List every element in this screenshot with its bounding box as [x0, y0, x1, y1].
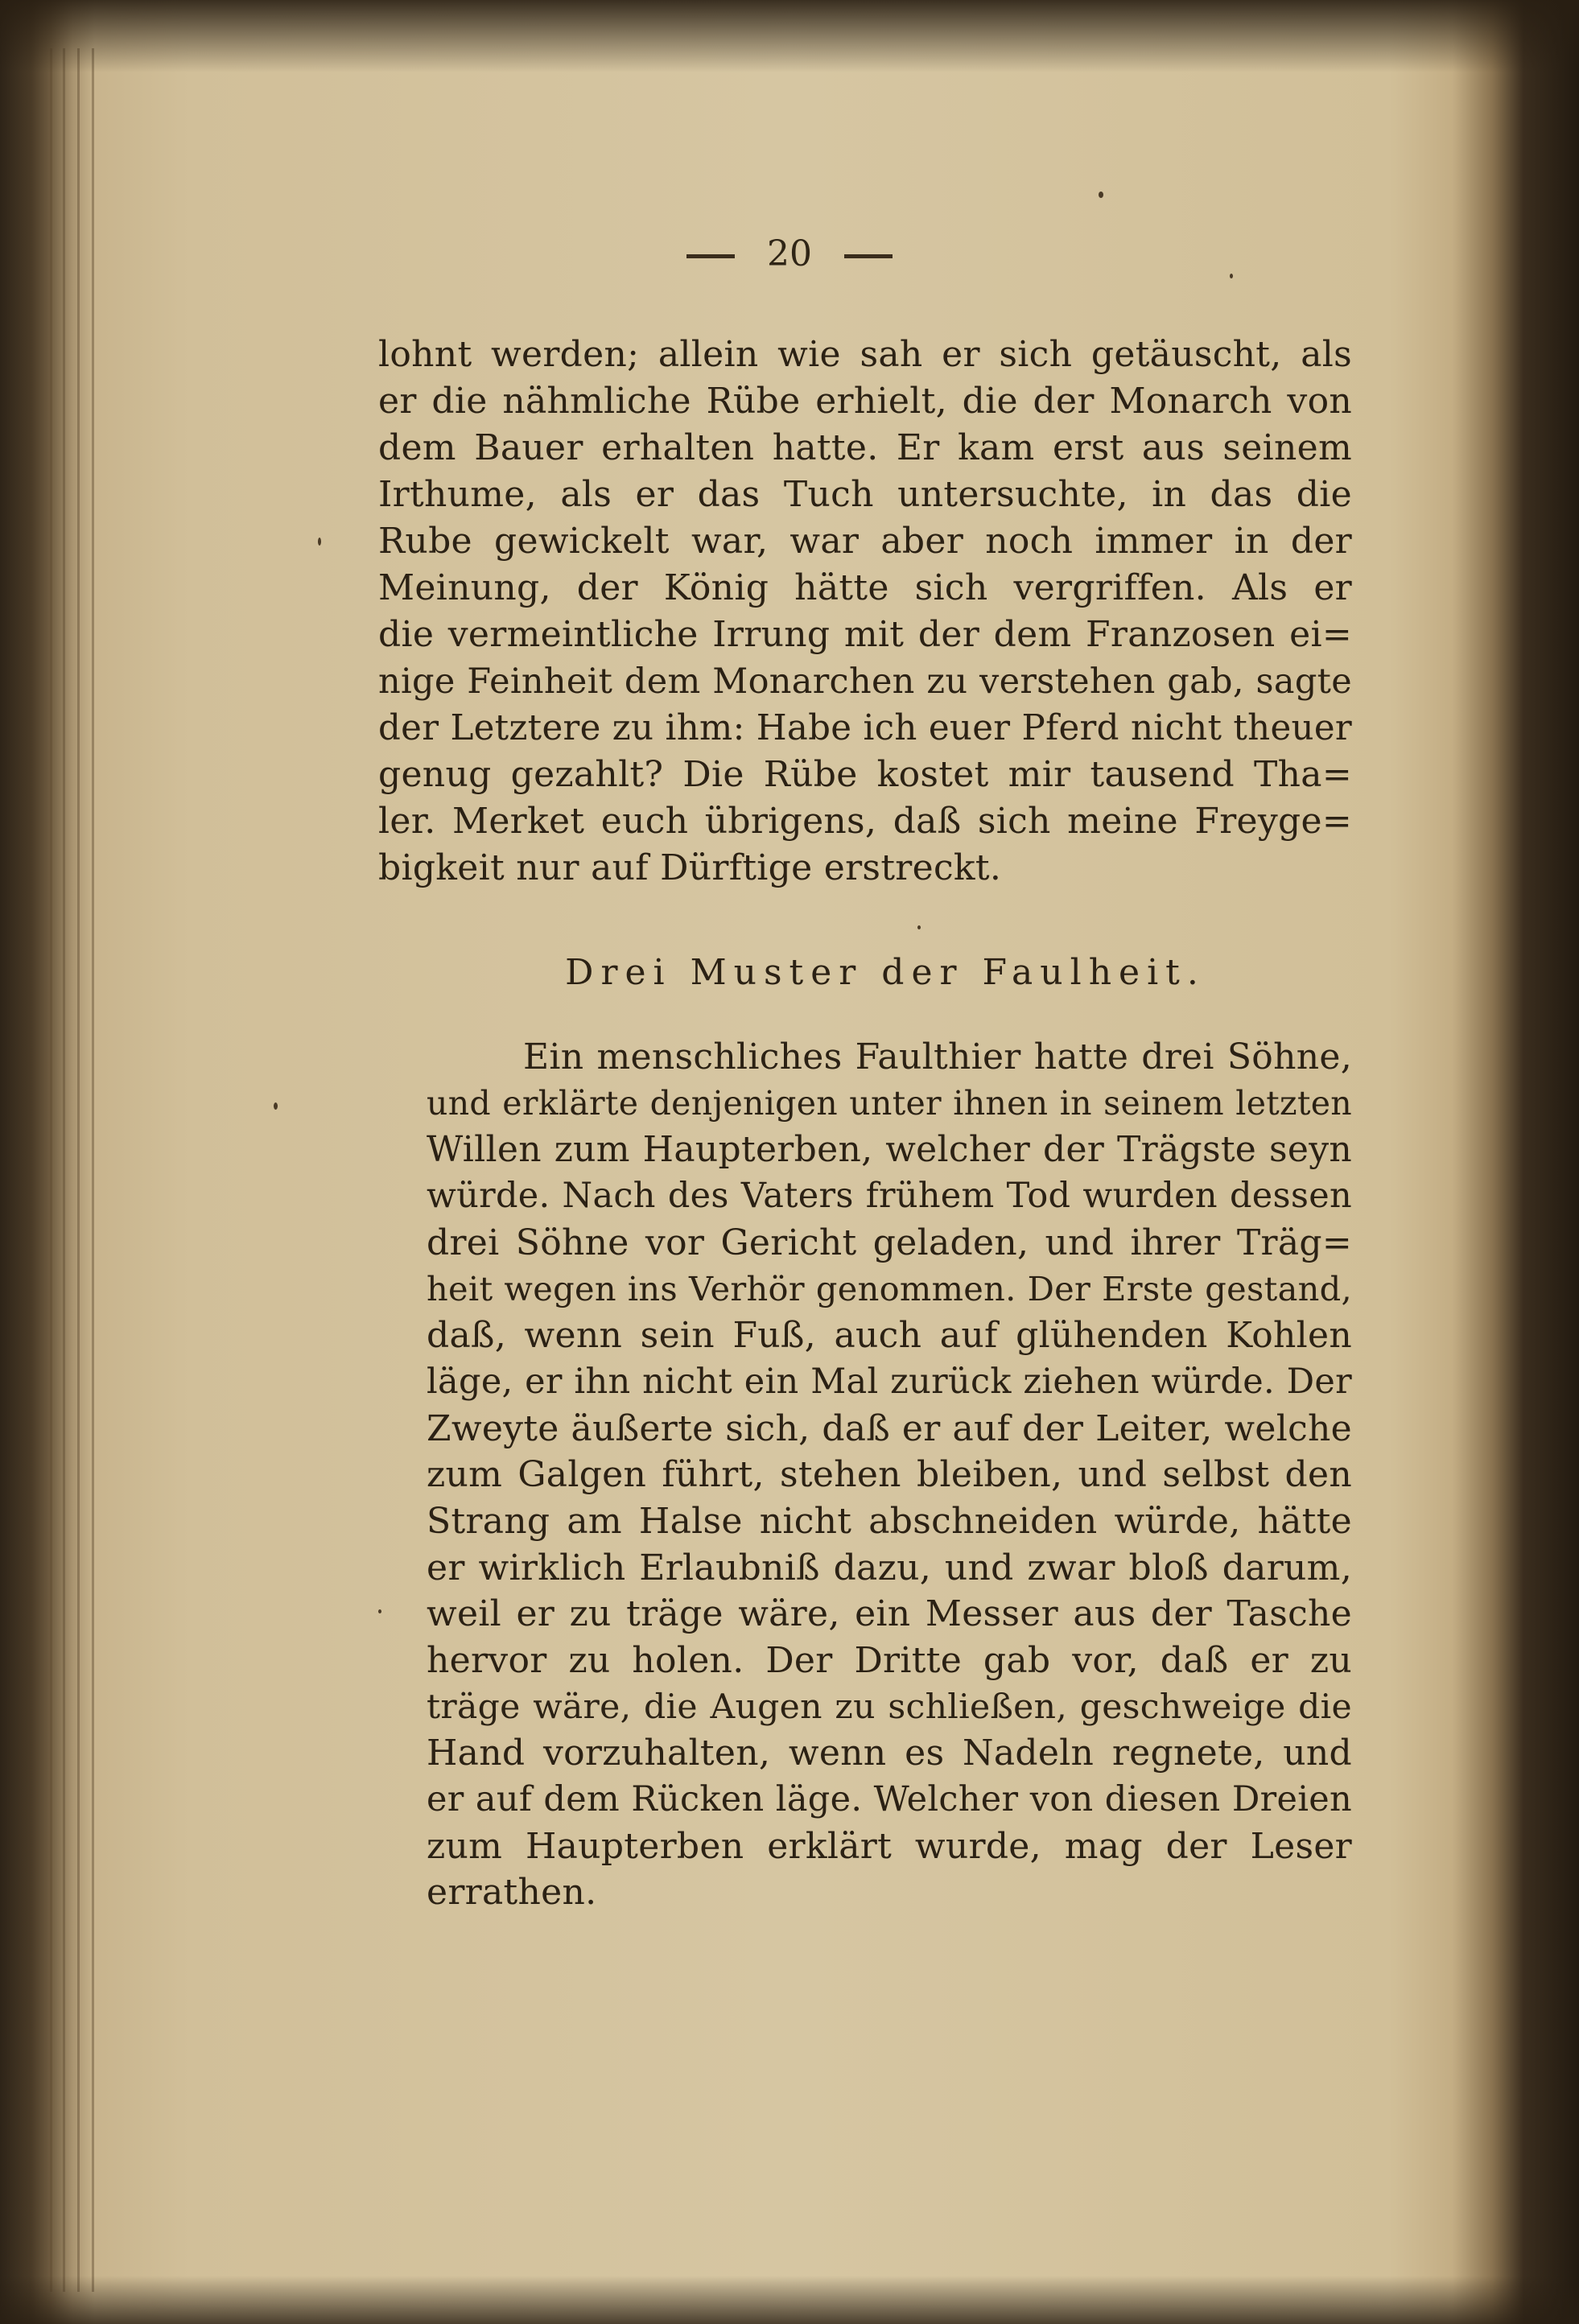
text-line: daß, wenn sein Fuß, auch auf glühenden Kohlen — [427, 1315, 1352, 1357]
bottom-shadow — [0, 2276, 1579, 2324]
text-line: errathen. — [427, 1872, 597, 1914]
text-line: Willen zum Haupterben, welcher der Trägste seyn — [427, 1129, 1352, 1171]
text-line: heit wegen ins Verhör genommen. Der Erste gestand, — [427, 1269, 1352, 1309]
text-line: bigkeit nur auf Dürftige erstreckt. — [378, 847, 1002, 888]
text-line: genug gezahlt? Die Rübe kostet mir tausend Tha= — [378, 754, 1352, 795]
text-line: und erklärte denjenigen unter ihnen in seinem letzten — [427, 1083, 1352, 1123]
paper-speck — [378, 1609, 381, 1613]
text-line: Hand vorzuhalten, wenn es Nadeln regnete, und — [427, 1733, 1352, 1774]
paper-speck — [1099, 192, 1103, 198]
text-line: Rube gewickelt war, war aber noch immer in der — [378, 521, 1352, 562]
text-line: Meinung, der König hätte sich vergriffen. Als er — [378, 567, 1352, 608]
text-line: drei Söhne vor Gericht geladen, und ihrer Träg= — [427, 1222, 1352, 1263]
page-number-header — [0, 233, 1579, 274]
section-heading — [563, 950, 1207, 996]
text-line: er die nähmliche Rübe erhielt, die der Monarch von — [378, 381, 1352, 422]
continued-paragraph — [378, 332, 1352, 892]
page-edge — [63, 48, 65, 2292]
text-line: er wirklich Erlaubniß dazu, und zwar bloß darum, — [427, 1547, 1352, 1588]
header-dash-right — [844, 254, 893, 258]
heading-text: Drei Muster der Faulheit. — [565, 952, 1206, 993]
paper-speck — [274, 1102, 278, 1110]
text-line: er auf dem Rücken läge. Welcher von diesen Dreien — [427, 1779, 1352, 1819]
text-line: Irthume, als er das Tuch untersuchte, in das die — [378, 474, 1352, 515]
text-line: läge, er ihn nicht ein Mal zurück ziehen würde. Der — [427, 1361, 1352, 1402]
text-line: zum Haupterben erklärt wurde, mag der Leser — [427, 1825, 1352, 1867]
page-number: 20 — [767, 233, 812, 274]
text-line: träge wäre, die Augen zu schließen, geschweige die — [427, 1687, 1352, 1727]
paper-speck — [318, 538, 321, 546]
text-line: weil er zu träge wäre, ein Messer aus der Tasche — [427, 1593, 1352, 1635]
story-paragraph — [427, 1034, 1352, 1916]
text-line: die vermeintliche Irrung mit der dem Franzosen ei= — [378, 614, 1352, 655]
text-line: zum Galgen führt, stehen bleiben, und selbst den — [427, 1454, 1352, 1496]
page-edge — [77, 48, 80, 2292]
text-line: nige Feinheit dem Monarchen zu verstehen gab, sagte — [378, 661, 1352, 702]
paper-speck — [1230, 274, 1233, 278]
paper-speck — [917, 925, 921, 929]
text-line: Zweyte äußerte sich, daß er auf der Leiter, welche — [427, 1407, 1352, 1449]
text-line: ler. Merket euch übrigens, daß sich meine Freyge= — [378, 801, 1352, 842]
text-line: lohnt werden; allein wie sah er sich getäuscht, als — [378, 334, 1352, 375]
top-shadow — [0, 0, 1579, 72]
text-line: Ein menschliches Faulthier hatte drei Söhne, — [523, 1036, 1352, 1078]
text-line: dem Bauer erhalten hatte. Er kam erst aus seinem — [378, 427, 1352, 468]
text-line: würde. Nach des Vaters frühem Tod wurden dessen — [427, 1176, 1352, 1217]
page-edge — [50, 48, 52, 2292]
text-line: Strang am Halse nicht abschneiden würde, hätte — [427, 1500, 1352, 1542]
page-edge — [92, 48, 94, 2292]
header-dash-left — [686, 254, 735, 258]
text-line: der Letztere zu ihm: Habe ich euer Pferd nicht theuer — [378, 708, 1352, 748]
text-line: hervor zu holen. Der Dritte gab vor, daß er zu — [427, 1639, 1352, 1681]
